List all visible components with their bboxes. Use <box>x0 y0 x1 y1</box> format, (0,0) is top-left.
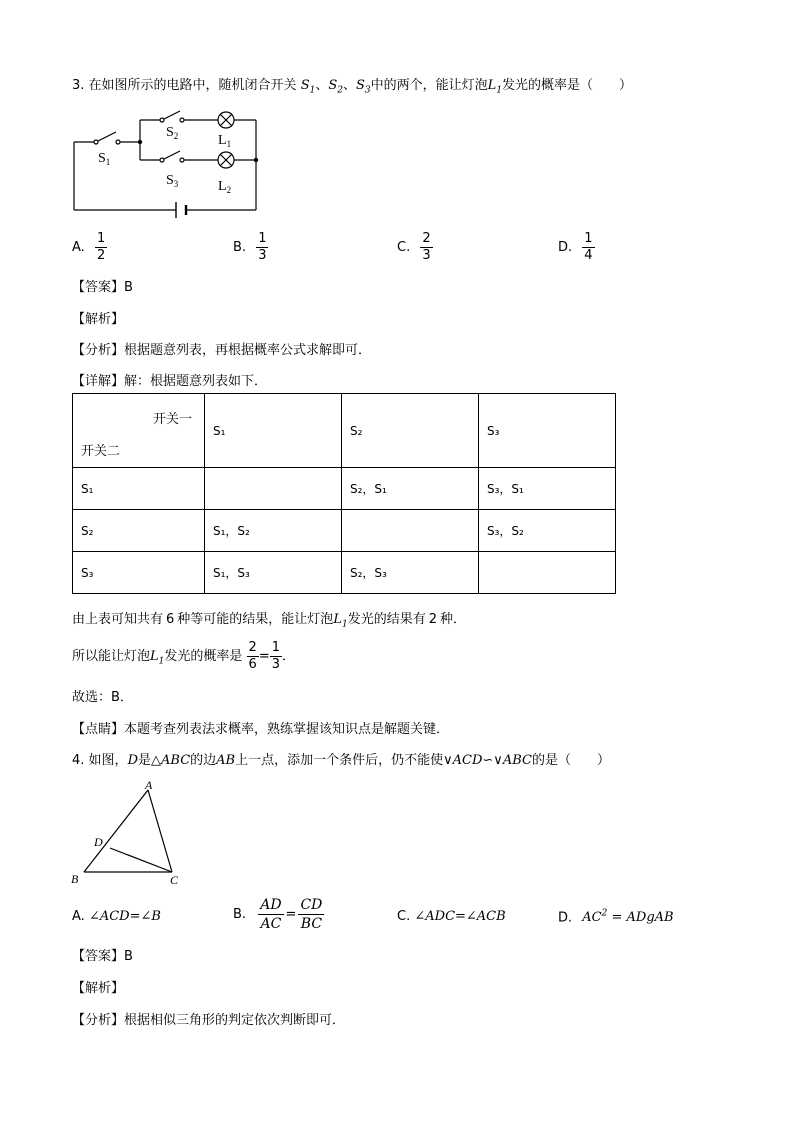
option-letter: B. <box>233 240 247 255</box>
table-cell <box>342 510 479 552</box>
table-row-head: S₂ <box>73 510 205 552</box>
q3-dianjing: 【点睛】本题考查列表法求概率，熟练掌握该知识点是解题关键． <box>72 722 450 737</box>
table-cell: S₁，S₂ <box>205 510 342 552</box>
q3-sep2: 、 <box>343 78 357 93</box>
q3-fenxi: 【分析】根据题意列表，再根据概率公式求解即可． <box>72 343 372 358</box>
table-row-head: S₃ <box>73 552 205 594</box>
option-fraction: $\frac{2}{3}$ <box>422 231 431 263</box>
outcome-table <box>72 393 616 594</box>
option-letter: D. <box>558 240 573 255</box>
q3-option-b[interactable] <box>233 231 268 264</box>
q4-fenxi: 【分析】根据相似三角形的判定依次判断即可． <box>72 1013 346 1028</box>
q3-analysis-tag: 【解析】 <box>72 312 125 327</box>
circuit-label-s2: $S_2$ <box>166 125 179 141</box>
q4-option-d[interactable]: D. $AC^2$ = ADgAB <box>558 909 674 926</box>
table-corner-cell: 开关一 开关二 <box>73 394 205 468</box>
q3-s3: $S_3$ <box>356 78 371 96</box>
q3-choose: 故选：B． <box>72 690 133 705</box>
q4-option-a[interactable]: A. ∠ACD=∠B <box>72 909 161 924</box>
option-fraction: $\frac{1}{2}$ <box>96 231 106 263</box>
option-letter: C. <box>397 240 411 255</box>
option-letter: A. <box>72 240 85 255</box>
q4-analysis-tag: 【解析】 <box>72 981 125 996</box>
q3-answer: 【答案】B <box>72 280 133 295</box>
q3-option-d[interactable] <box>558 231 595 264</box>
table-col-head: S₃ <box>479 394 616 468</box>
table-cell: S₃，S₁ <box>479 468 616 510</box>
q3-detail: 【详解】解：根据题意列表如下． <box>72 374 268 389</box>
table-cell: S₃，S₂ <box>479 510 616 552</box>
table-cell <box>205 468 342 510</box>
q4-answer: 【答案】B <box>72 949 133 964</box>
circuit-label-l1: $L_1$ <box>218 133 232 149</box>
table-row <box>73 552 616 594</box>
q4-option-b[interactable]: B. $\frac{AD}{AC}$ = $\frac{CD}{BC}$ <box>233 897 323 932</box>
vertex-c-label: C <box>170 873 179 887</box>
table-col-head: S₁ <box>205 394 342 468</box>
q3-option-c[interactable] <box>397 231 433 264</box>
table-col-head: S₂ <box>342 394 479 468</box>
vertex-b-label: B <box>71 872 79 886</box>
vertex-a-label: A <box>145 778 153 792</box>
q3-option-a[interactable] <box>72 231 107 264</box>
vertex-d-label: D <box>94 835 103 849</box>
circuit-label-s1: $S_1$ <box>98 151 111 167</box>
q3-sep1: 、 <box>315 78 329 93</box>
q3-s2: $S_2$ <box>328 78 343 96</box>
circuit-diagram <box>68 104 268 222</box>
option-fraction: $\frac{1}{4}$ <box>584 231 593 263</box>
q3-conclusion: 由上表可知共有 6 种等可能的结果，能让灯泡$L_1$发光的结果有 2 种． <box>72 612 466 630</box>
q3-l1: $L_1$ <box>487 78 503 96</box>
q4-option-c[interactable]: C. ∠ADC=∠ACB <box>397 909 506 924</box>
table-row-head: S₁ <box>73 468 205 510</box>
q3-stem-c: 发光的概率是（ ） <box>502 78 633 93</box>
q3-s1: $S_1$ <box>300 78 316 96</box>
circuit-label-l2: $L_2$ <box>218 179 232 195</box>
table-cell: S₁，S₃ <box>205 552 342 594</box>
table-cell: S₂，S₁ <box>342 468 479 510</box>
q4-stem: 4. 如图，D是△ABC的边AB上一点，添加一个条件后，仍不能使∨ACD∽∨ABC的是（ ） <box>72 753 610 768</box>
triangle-figure <box>66 778 196 890</box>
q3-stem <box>72 74 632 96</box>
table-row <box>73 510 616 552</box>
table-cell: S₂，S₃ <box>342 552 479 594</box>
table-row <box>73 468 616 510</box>
q3-stem-a: 在如图所示的电路中，随机闭合开关 <box>88 78 297 93</box>
q3-stem-b: 中的两个，能让灯泡 <box>370 78 488 93</box>
table-cell <box>479 552 616 594</box>
q3-number: 3. <box>72 78 85 93</box>
option-fraction: $\frac{1}{3}$ <box>258 231 267 263</box>
q3-probability: 所以能让灯泡$L_1$发光的概率是 $\frac{2}{6}$ = $\frac{1}{3}$ ． <box>72 640 296 672</box>
circuit-label-s3: $S_3$ <box>166 173 179 189</box>
